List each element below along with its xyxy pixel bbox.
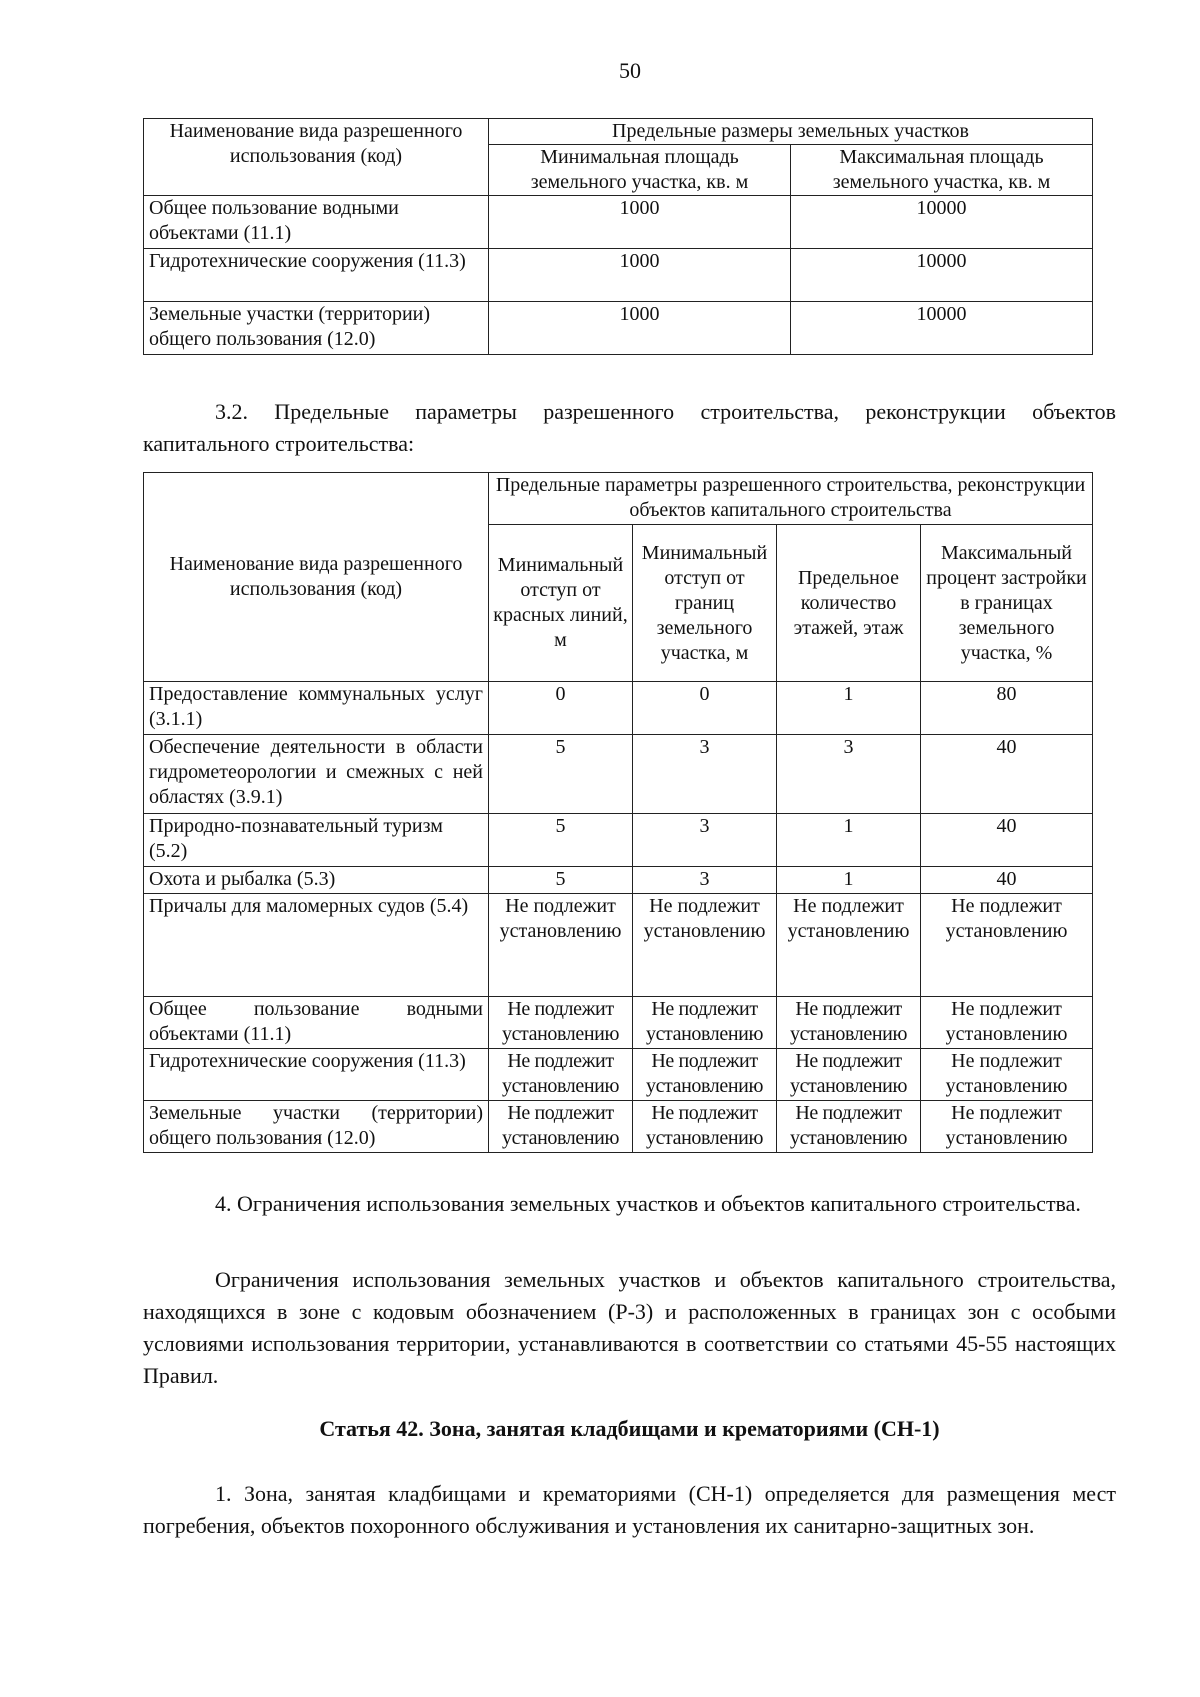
table2-cell: Не подлежит установлению [777,997,921,1049]
table2-cell: 5 [489,867,633,894]
table1-row-name: Общее пользование водными объектами (11.1) [144,196,489,249]
table-row [144,735,1093,814]
table-row [144,249,1093,302]
table2-cell: Не подлежит установлению [921,1101,1093,1153]
table2-cell: 5 [489,814,633,867]
table-row [144,302,1093,355]
table-row [144,1049,1093,1101]
table2-cell: Не подлежит установлению [633,894,777,997]
table2-cell: Не подлежит установлению [777,1101,921,1153]
table-row [144,894,1093,997]
table1-row-max: 10000 [791,196,1093,249]
table2-cell: 1 [777,867,921,894]
table2-row-name: Природно-познавательный туризм (5.2) [144,814,489,867]
land-plot-size-table [143,118,1093,355]
table-row [144,196,1093,249]
table1-row-min: 1000 [489,249,791,302]
table1-row-max: 10000 [791,249,1093,302]
table2-row-name: Земельные участки (территории) общего пользования (12.0) [144,1101,489,1153]
table2-cell: Не подлежит установлению [921,1049,1093,1101]
table1-row-max: 10000 [791,302,1093,355]
section-3-2-text: 3.2. Предельные параметры разрешенного строительства, реконструкции объектов капитального строительства: [143,399,1116,456]
table2-header-coverage: Максимальный процент застройки в границах земельного участка, % [921,525,1093,682]
table2-header-name: Наименование вида разрешенного использования (код) [144,473,489,682]
table2-row-name: Обеспечение деятельности в области гидрометеорологии и смежных с ней областях (3.9.1) [144,735,489,814]
table2-cell: Не подлежит установлению [921,997,1093,1049]
table1-row-name: Гидротехнические сооружения (11.3) [144,249,489,302]
table1-header-name: Наименование вида разрешенного использования (код) [144,119,489,196]
table2-cell: Не подлежит установлению [777,894,921,997]
table2-header-red-line-setback: Минимальный отступ от красных линий, м [489,525,633,682]
table2-cell: 3 [633,867,777,894]
table2-cell: 3 [633,735,777,814]
table2-row-name: Предоставление коммунальных услуг (3.1.1) [144,682,489,735]
page-number: 50 [619,58,641,83]
table2-row-name: Общее пользование водными объектами (11.1) [144,997,489,1049]
table2-cell: Не подлежит установлению [489,997,633,1049]
table2-header-boundary-setback: Минимальный отступ от границ земельного участка, м [633,525,777,682]
table2-cell: Не подлежит установлению [489,894,633,997]
table2-cell: 40 [921,814,1093,867]
table2-cell: Не подлежит установлению [633,997,777,1049]
table1-header-min-area: Минимальная площадь земельного участка, кв. м [489,145,791,196]
table2-cell: 80 [921,682,1093,735]
table2-cell: 0 [489,682,633,735]
table1-header-max-area: Максимальная площадь земельного участка, кв. м [791,145,1093,196]
table2-cell: Не подлежит установлению [633,1101,777,1153]
table2-cell: Не подлежит установлению [921,894,1093,997]
table2-row-name: Охота и рыбалка (5.3) [144,867,489,894]
article-42-paragraph-1: 1. Зона, занятая кладбищами и крематориями (СН-1) определяется для размещения мест погребения, объектов похоронного обслуживания и установления их санитарно-защитных зон. [143,1481,1116,1538]
table2-cell: 1 [777,682,921,735]
construction-parameters-table [143,472,1093,1153]
table2-row-name: Гидротехнические сооружения (11.3) [144,1049,489,1101]
table2-cell: 3 [777,735,921,814]
table2-cell: 0 [633,682,777,735]
table-row [144,997,1093,1049]
section-4-title: 4. Ограничения использования земельных участков и объектов капитального строительства. [215,1191,1081,1216]
table2-cell: Не подлежит установлению [633,1049,777,1101]
table2-cell: 5 [489,735,633,814]
table1-header-group: Предельные размеры земельных участков [489,119,1093,145]
table2-row-name: Причалы для маломерных судов (5.4) [144,894,489,997]
table-row [144,867,1093,894]
table1-row-min: 1000 [489,196,791,249]
table2-cell: Не подлежит установлению [777,1049,921,1101]
table2-cell: Не подлежит установлению [489,1049,633,1101]
article-42-heading: Статья 42. Зона, занятая кладбищами и крематориями (СН-1) [319,1416,940,1441]
table2-cell: 3 [633,814,777,867]
section-4-text: Ограничения использования земельных участков и объектов капитального строительства, находящихся в зоне с кодовым обозначением (Р-3) и расположенных в границах зон с особыми условиями использования территории, устанавливаются в соответствии со статьями 45-55 настоящих Правил. [143,1267,1116,1388]
table1-row-min: 1000 [489,302,791,355]
table2-cell: 40 [921,867,1093,894]
table-row [144,682,1093,735]
table-row [144,814,1093,867]
table2-header-group: Предельные параметры разрешенного строительства, реконструкции объектов капитального строительства [489,473,1093,525]
table-row [144,1101,1093,1153]
table2-cell: 1 [777,814,921,867]
table2-header-floors: Предельное количество этажей, этаж [777,525,921,682]
table2-cell: Не подлежит установлению [489,1101,633,1153]
table1-row-name: Земельные участки (территории) общего пользования (12.0) [144,302,489,355]
table2-cell: 40 [921,735,1093,814]
